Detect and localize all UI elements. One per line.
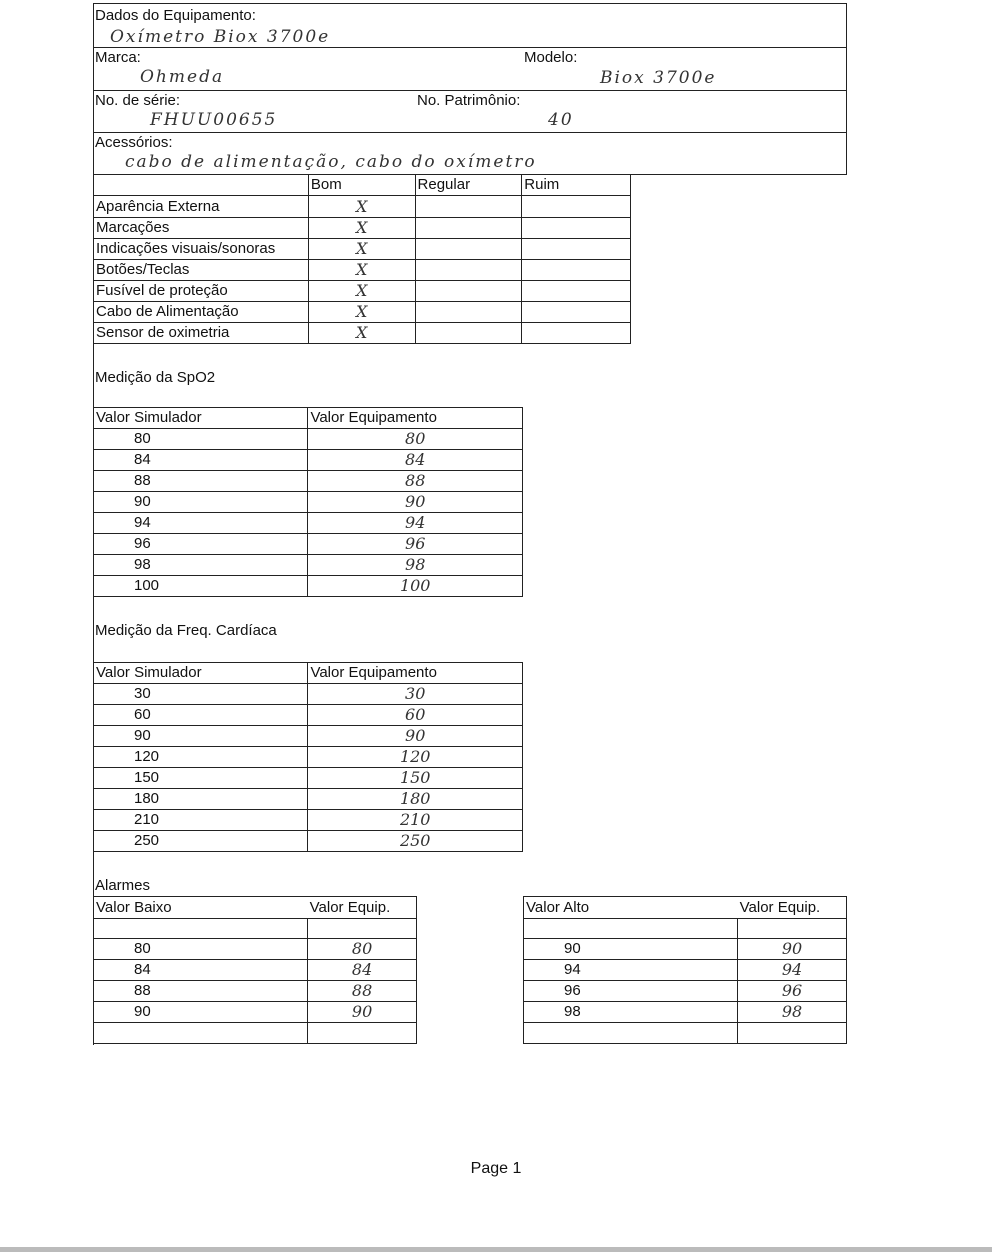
alarm-equip-value: 98 — [738, 1002, 847, 1023]
ruim-cell — [522, 323, 631, 344]
sim-value: 94 — [94, 513, 308, 534]
alarm-equip-value: 96 — [738, 981, 847, 1002]
ruim-cell — [522, 196, 631, 218]
empty-cell — [524, 1023, 738, 1044]
spo2-title: Medição da SpO2 — [95, 369, 216, 386]
equip-value: 30 — [308, 684, 523, 705]
alarm-equip-value: 90 — [738, 939, 847, 960]
equip-value: 80 — [308, 429, 523, 450]
inspection-table — [93, 174, 631, 344]
inspection-header-row — [94, 175, 631, 196]
inspection-header-ruim: Ruim — [522, 175, 631, 196]
table-row — [94, 281, 631, 302]
table-row — [94, 323, 631, 344]
sim-value: 100 — [94, 576, 308, 597]
table-row — [94, 513, 523, 534]
sim-value: 84 — [94, 450, 308, 471]
table-row — [524, 919, 847, 939]
equip-value: 250 — [308, 831, 523, 852]
spo2-header-row — [94, 408, 523, 429]
sim-value: 96 — [94, 534, 308, 555]
regular-cell — [415, 218, 522, 239]
equip-value: 84 — [308, 450, 523, 471]
serie-value: FHUU00655 — [150, 110, 278, 130]
sim-value: 150 — [94, 768, 308, 789]
acessorios-label: Acessórios: — [95, 134, 173, 151]
page-number: Page 1 — [470, 1160, 522, 1177]
equip-value: 88 — [308, 471, 523, 492]
table-row — [94, 726, 523, 747]
modelo-value: Biox 3700e — [600, 68, 717, 88]
check-mark: X — [308, 302, 415, 323]
check-mark: X — [308, 239, 415, 260]
freq-col-simulador: Valor Simulador — [94, 663, 308, 684]
spo2-col-equipamento: Valor Equipamento — [308, 408, 523, 429]
equip-value: 98 — [308, 555, 523, 576]
inspection-item: Botões/Teclas — [94, 260, 309, 281]
divider — [93, 132, 847, 133]
serie-label: No. de série: — [95, 92, 181, 109]
table-row — [94, 939, 417, 960]
ruim-cell — [522, 218, 631, 239]
table-row — [94, 260, 631, 281]
inspection-header-item — [94, 175, 309, 196]
sim-value: 80 — [94, 429, 308, 450]
empty-cell — [94, 919, 308, 939]
table-row — [94, 492, 523, 513]
alarm-high-col-value: Valor Alto — [524, 897, 738, 919]
alarm-value: 90 — [94, 1002, 308, 1023]
check-mark: X — [308, 196, 415, 218]
table-row — [94, 705, 523, 726]
alarm-value: 88 — [94, 981, 308, 1002]
regular-cell — [415, 281, 522, 302]
sim-value: 98 — [94, 555, 308, 576]
dados-label: Dados do Equipamento: — [95, 7, 256, 24]
table-row — [94, 684, 523, 705]
alarm-low-col-value: Valor Baixo — [94, 897, 308, 919]
alarm-low-col-equip: Valor Equip. — [308, 897, 417, 919]
equip-value: 60 — [308, 705, 523, 726]
patrimonio-value: 40 — [548, 110, 574, 130]
divider — [93, 47, 847, 48]
alarm-equip-value: 90 — [308, 1002, 417, 1023]
table-row — [94, 768, 523, 789]
empty-cell — [524, 919, 738, 939]
check-mark: X — [308, 323, 415, 344]
equip-value: 100 — [308, 576, 523, 597]
inspection-header-regular: Regular — [415, 175, 522, 196]
ruim-cell — [522, 281, 631, 302]
table-row — [94, 218, 631, 239]
table-row — [524, 939, 847, 960]
table-row — [94, 1002, 417, 1023]
ruim-cell — [522, 260, 631, 281]
alarm-low-header-row — [94, 897, 417, 919]
sim-value: 210 — [94, 810, 308, 831]
table-row — [524, 960, 847, 981]
spo2-col-simulador: Valor Simulador — [94, 408, 308, 429]
sim-value: 250 — [94, 831, 308, 852]
alarm-equip-value: 94 — [738, 960, 847, 981]
empty-cell — [738, 1023, 847, 1044]
table-row — [94, 747, 523, 768]
regular-cell — [415, 260, 522, 281]
regular-cell — [415, 239, 522, 260]
table-row — [94, 196, 631, 218]
equip-value: 94 — [308, 513, 523, 534]
alarm-high-header-row — [524, 897, 847, 919]
table-row — [94, 450, 523, 471]
empty-cell — [738, 919, 847, 939]
inspection-item: Cabo de Alimentação — [94, 302, 309, 323]
equip-value: 120 — [308, 747, 523, 768]
table-row — [524, 981, 847, 1002]
table-row — [94, 919, 417, 939]
regular-cell — [415, 302, 522, 323]
equip-value: 90 — [308, 726, 523, 747]
marca-label: Marca: — [95, 49, 141, 66]
table-row — [94, 555, 523, 576]
alarm-equip-value: 80 — [308, 939, 417, 960]
freq-table — [93, 662, 523, 852]
table-row — [94, 576, 523, 597]
sim-value: 30 — [94, 684, 308, 705]
sim-value: 90 — [94, 492, 308, 513]
alarmes-title: Alarmes — [95, 877, 151, 894]
marca-value: Ohmeda — [140, 67, 225, 87]
empty-cell — [308, 1023, 417, 1044]
table-row — [94, 831, 523, 852]
alarm-value: 80 — [94, 939, 308, 960]
table-row — [94, 960, 417, 981]
table-row — [94, 302, 631, 323]
alarm-low-table — [93, 896, 417, 1044]
inspection-item: Marcações — [94, 218, 309, 239]
table-row — [524, 1002, 847, 1023]
inspection-item: Indicações visuais/sonoras — [94, 239, 309, 260]
table-row — [94, 429, 523, 450]
ruim-cell — [522, 239, 631, 260]
sim-value: 88 — [94, 471, 308, 492]
table-row — [94, 534, 523, 555]
acessorios-value: cabo de alimentação, cabo do oxímetro — [125, 152, 537, 172]
scan-edge — [0, 1247, 992, 1252]
equip-value: 210 — [308, 810, 523, 831]
inspection-item: Fusível de proteção — [94, 281, 309, 302]
freq-col-equipamento: Valor Equipamento — [308, 663, 523, 684]
equip-value: 90 — [308, 492, 523, 513]
spo2-table — [93, 407, 523, 597]
empty-cell — [94, 1023, 308, 1044]
modelo-label: Modelo: — [524, 49, 578, 66]
check-mark: X — [308, 260, 415, 281]
ruim-cell — [522, 302, 631, 323]
regular-cell — [415, 323, 522, 344]
divider — [93, 90, 847, 91]
table-row — [94, 471, 523, 492]
sim-value: 90 — [94, 726, 308, 747]
table-row — [94, 810, 523, 831]
sim-value: 60 — [94, 705, 308, 726]
table-row — [94, 981, 417, 1002]
patrimonio-label: No. Patrimônio: — [417, 92, 521, 109]
empty-cell — [308, 919, 417, 939]
alarm-value: 96 — [524, 981, 738, 1002]
table-row — [524, 1023, 847, 1044]
sim-value: 120 — [94, 747, 308, 768]
equip-value: 180 — [308, 789, 523, 810]
alarm-value: 90 — [524, 939, 738, 960]
alarm-high-col-equip: Valor Equip. — [738, 897, 847, 919]
table-row — [94, 789, 523, 810]
freq-title: Medição da Freq. Cardíaca — [95, 622, 277, 639]
inspection-item: Aparência Externa — [94, 196, 309, 218]
regular-cell — [415, 196, 522, 218]
alarm-value: 94 — [524, 960, 738, 981]
alarm-value: 98 — [524, 1002, 738, 1023]
table-row — [94, 1023, 417, 1044]
check-mark: X — [308, 218, 415, 239]
inspection-header-bom: Bom — [308, 175, 415, 196]
freq-header-row — [94, 663, 523, 684]
alarm-equip-value: 88 — [308, 981, 417, 1002]
sim-value: 180 — [94, 789, 308, 810]
alarm-value: 84 — [94, 960, 308, 981]
check-mark: X — [308, 281, 415, 302]
table-row — [94, 239, 631, 260]
inspection-item: Sensor de oximetria — [94, 323, 309, 344]
alarm-high-table — [523, 896, 847, 1044]
equip-value: 96 — [308, 534, 523, 555]
dados-value: Oxímetro Biox 3700e — [110, 27, 331, 47]
equip-value: 150 — [308, 768, 523, 789]
alarm-equip-value: 84 — [308, 960, 417, 981]
